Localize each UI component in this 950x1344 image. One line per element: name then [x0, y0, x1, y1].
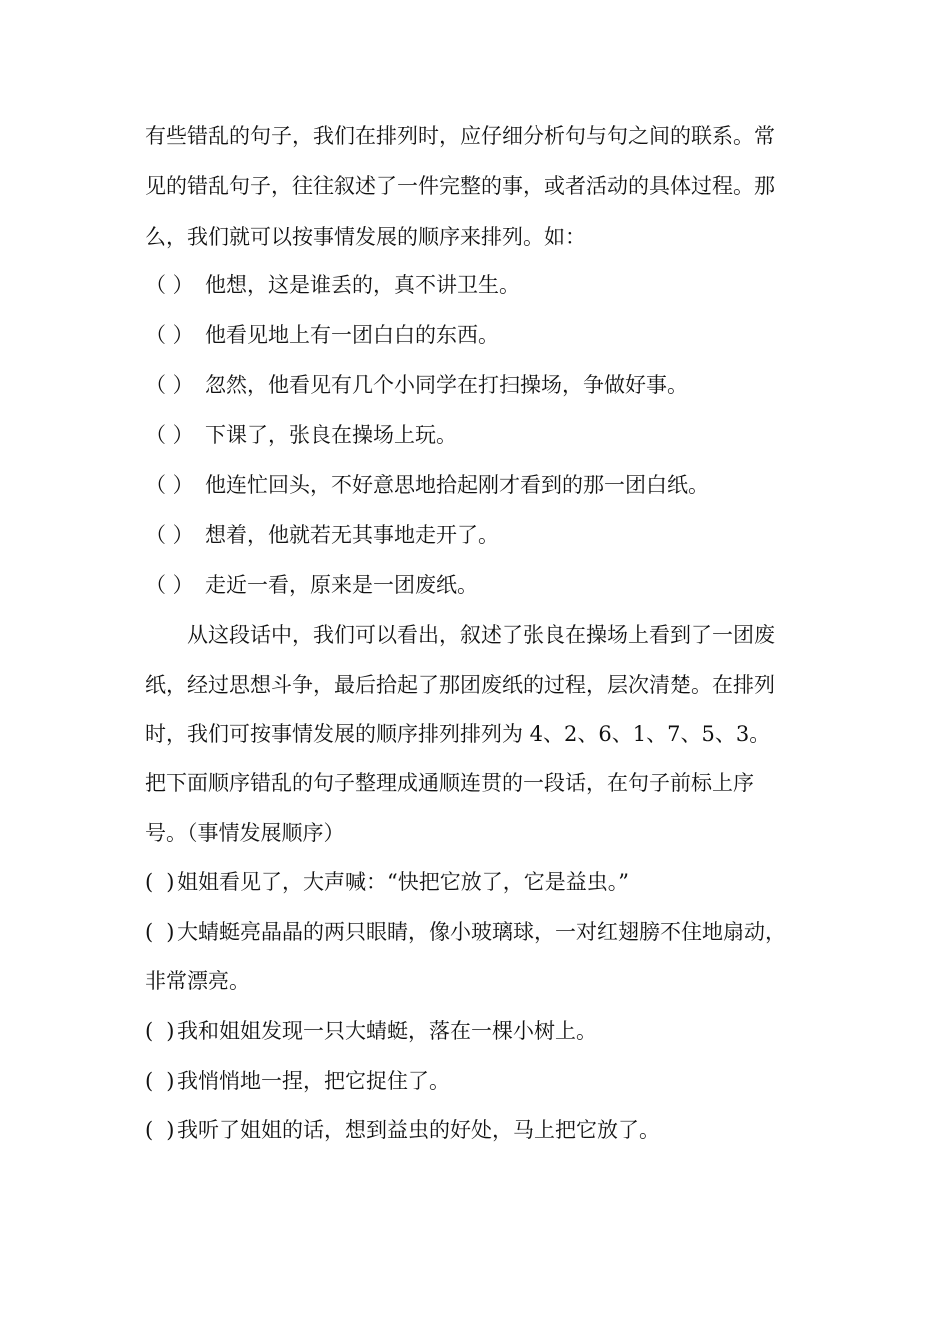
example-item-text: 走近一看，原来是一团废纸。: [205, 573, 478, 597]
explanation-line-2: 纸，经过思想斗争，最后拾起了那团废纸的过程，层次清楚。在排列: [145, 673, 775, 697]
answer-blank[interactable]: （ ）: [145, 373, 194, 397]
example-item-text: 下课了，张良在操场上玩。: [205, 423, 457, 447]
answer-blank[interactable]: ( ): [145, 1019, 175, 1043]
task-line-2: 号。（事情发展顺序）: [145, 821, 345, 845]
example-item: [145, 320, 499, 350]
explanation-line-3: 时，我们可按事情发展的顺序排列排列为 4、2、6、1、7、5、3。: [145, 722, 771, 746]
answer-blank[interactable]: ( ): [145, 870, 175, 894]
exercise-item-continuation: 非常漂亮。: [145, 969, 250, 993]
explanation-line-1: 从这段话中，我们可以看出，叙述了张良在操场上看到了一团废: [187, 623, 775, 647]
exercise-item: [145, 867, 629, 897]
answer-blank[interactable]: ( ): [145, 1118, 175, 1142]
exercise-item: [145, 917, 786, 947]
example-item-text: 他看见地上有一团白白的东西。: [205, 323, 499, 347]
exercise-item: [145, 1066, 450, 1096]
answer-blank[interactable]: （ ）: [145, 473, 194, 497]
example-item-text: 忽然，他看见有几个小同学在打扫操场，争做好事。: [205, 373, 688, 397]
example-item: [145, 270, 520, 300]
example-item-text: 他连忙回头，不好意思地拾起刚才看到的那一团白纸。: [205, 473, 709, 497]
exercise-item: [145, 1115, 660, 1145]
intro-line-3: 么，我们就可以按事情发展的顺序来排列。如：: [145, 225, 586, 249]
answer-blank[interactable]: （ ）: [145, 323, 194, 347]
intro-line-1: 有些错乱的句子，我们在排列时，应仔细分析句与句之间的联系。常: [145, 124, 775, 148]
exercise-item-text: 姐姐看见了，大声喊：“快把它放了，它是益虫。”: [177, 870, 629, 894]
exercise-item-text: 我和姐姐发现一只大蜻蜓，落在一棵小树上。: [177, 1019, 597, 1043]
task-line-1: 把下面顺序错乱的句子整理成通顺连贯的一段话，在句子前标上序: [145, 771, 754, 795]
answer-blank[interactable]: （ ）: [145, 573, 194, 597]
answer-blank[interactable]: ( ): [145, 1069, 175, 1093]
answer-blank[interactable]: ( ): [145, 920, 175, 944]
answer-blank[interactable]: （ ）: [145, 523, 194, 547]
exercise-item: [145, 1016, 597, 1046]
example-item-text: 想着，他就若无其事地走开了。: [205, 523, 499, 547]
example-item: [145, 370, 688, 400]
example-item: [145, 420, 457, 450]
example-item: [145, 520, 499, 550]
exercise-item-text: 我悄悄地一捏，把它捉住了。: [177, 1069, 450, 1093]
answer-blank[interactable]: （ ）: [145, 273, 194, 297]
answer-blank[interactable]: （ ）: [145, 423, 194, 447]
exercise-item-text: 我听了姐姐的话，想到益虫的好处，马上把它放了。: [177, 1118, 660, 1142]
exercise-item-text: 大蜻蜓亮晶晶的两只眼睛，像小玻璃球，一对红翅膀不住地扇动，: [177, 920, 786, 944]
example-item: [145, 570, 478, 600]
example-item-text: 他想，这是谁丢的，真不讲卫生。: [205, 273, 520, 297]
example-item: [145, 470, 709, 500]
intro-line-2: 见的错乱句子，往往叙述了一件完整的事，或者活动的具体过程。那: [145, 174, 775, 198]
